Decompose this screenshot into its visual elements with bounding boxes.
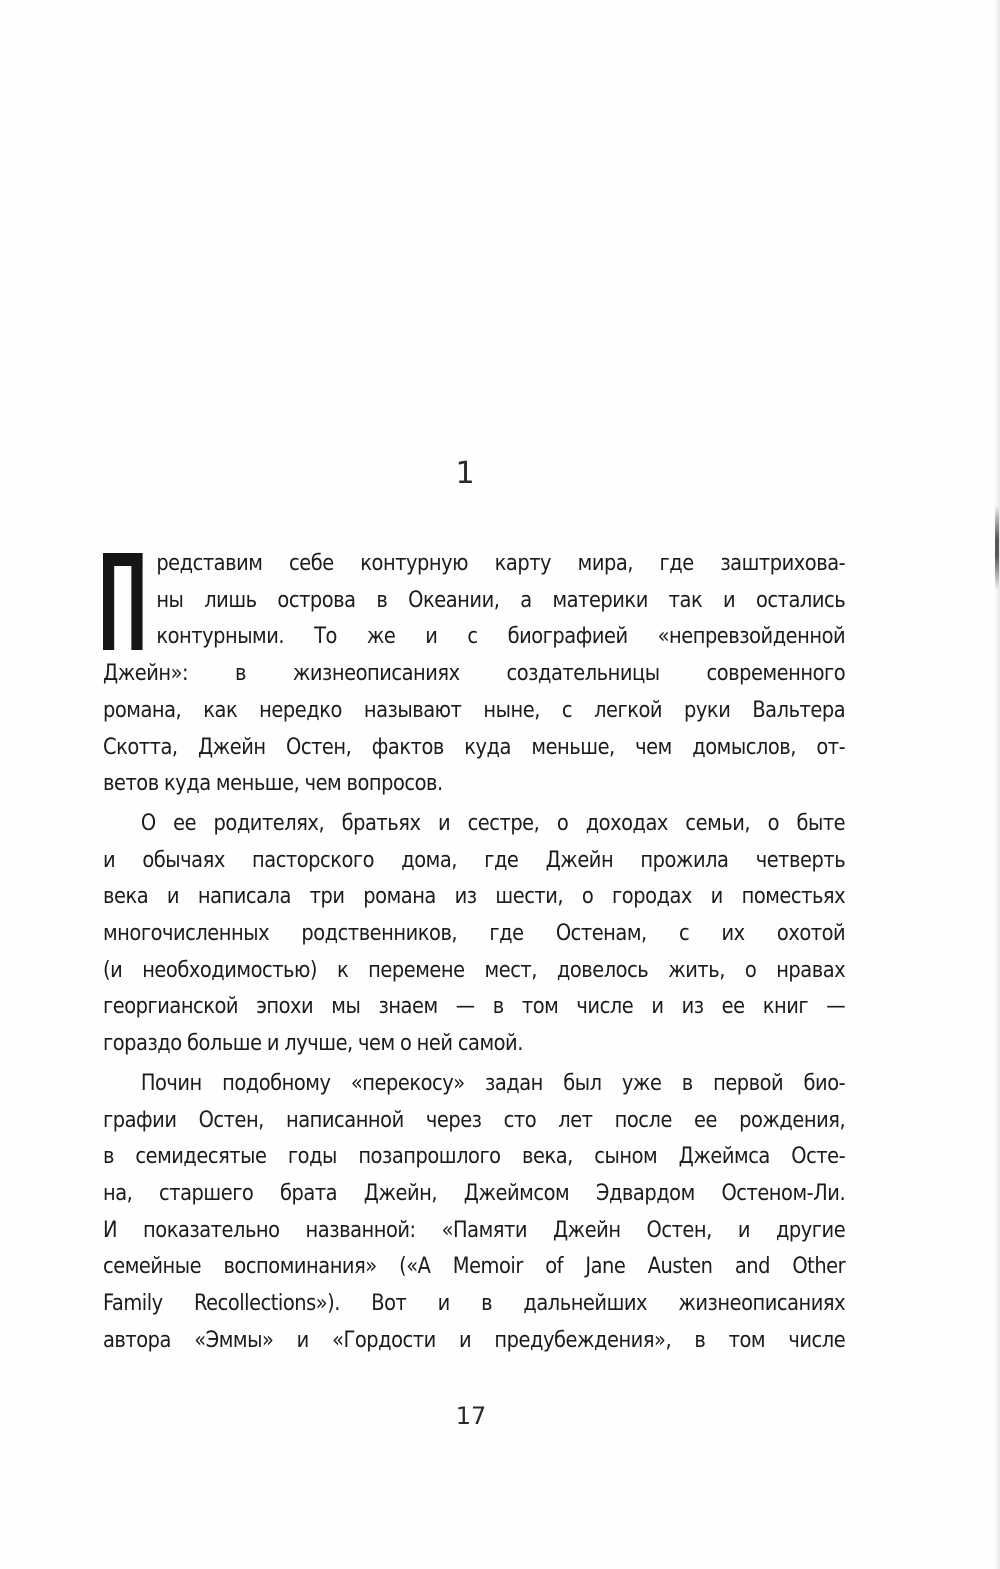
text-line: и обычаях пасторского дома, где Джейн прожила четверть	[103, 846, 846, 873]
text-line: ветов куда меньше, чем вопросов.	[103, 770, 443, 797]
text-line: Family Recollections»). Вот и в дальнейших жизнеописаниях	[103, 1290, 846, 1317]
text-line: семейные воспоминания» («A Memoir of Jane Austen and Other	[103, 1253, 846, 1280]
page-edge-mark	[995, 505, 999, 590]
body-text	[103, 545, 845, 1358]
text-line: Джейн»: в жизнеописаниях создательницы современного	[103, 660, 846, 687]
text-line: георгианской эпохи мы знаем — в том числе и из ее книг —	[103, 993, 846, 1020]
text-line: автора «Эммы» и «Гордости и предубеждения», в том числе	[103, 1326, 846, 1353]
text-line: контурными. То же и с биографией «непревзойденной	[156, 623, 846, 650]
text-line: многочисленных родственников, где Остенам, с их охотой	[103, 920, 846, 947]
drop-cap-letter	[103, 553, 143, 650]
drop-cap-left-stroke	[103, 553, 114, 650]
text-line: гораздо больше и лучше, чем о ней самой.	[103, 1030, 523, 1057]
chapter-number: 1	[455, 456, 475, 491]
text-line: И показательно названной: «Памяти Джейн Остен, и другие	[103, 1216, 846, 1243]
text-line: Скотта, Джейн Остен, фактов куда меньше, чем домыслов, от-	[103, 733, 846, 760]
text-line: на, старшего брата Джейн, Джеймсом Эдвардом Остеном-Ли.	[103, 1179, 846, 1206]
page-number: 17	[455, 1402, 487, 1430]
text-line: Почин подобному «перекосу» задан был уже в первой био-	[140, 1069, 846, 1096]
drop-cap-right-stroke	[131, 553, 142, 650]
text-line: века и написала три романа из шести, о городах и поместьях	[103, 883, 846, 910]
text-line: романа, как нередко называют ныне, с легкой руки Вальтера	[103, 696, 846, 723]
page-edge-shadow	[994, 0, 1000, 1569]
text-line: О ее родителях, братьях и сестре, о доходах семьи, о быте	[140, 809, 846, 836]
text-line: (и необходимостью) к перемене мест, довелось жить, о нравах	[103, 956, 846, 983]
paragraph-1	[103, 545, 845, 802]
text-line: ны лишь острова в Океании, а материки так и остались	[156, 586, 846, 613]
text-line: редставим себе контурную карту мира, где заштрихова-	[156, 550, 846, 576]
text-line: в семидесятые годы позапрошлого века, сыном Джеймса Осте-	[103, 1143, 846, 1170]
paragraph-3	[103, 1065, 845, 1359]
text-line: графии Остен, написанной через сто лет после ее рождения,	[103, 1106, 846, 1133]
paragraph-2	[103, 805, 845, 1062]
